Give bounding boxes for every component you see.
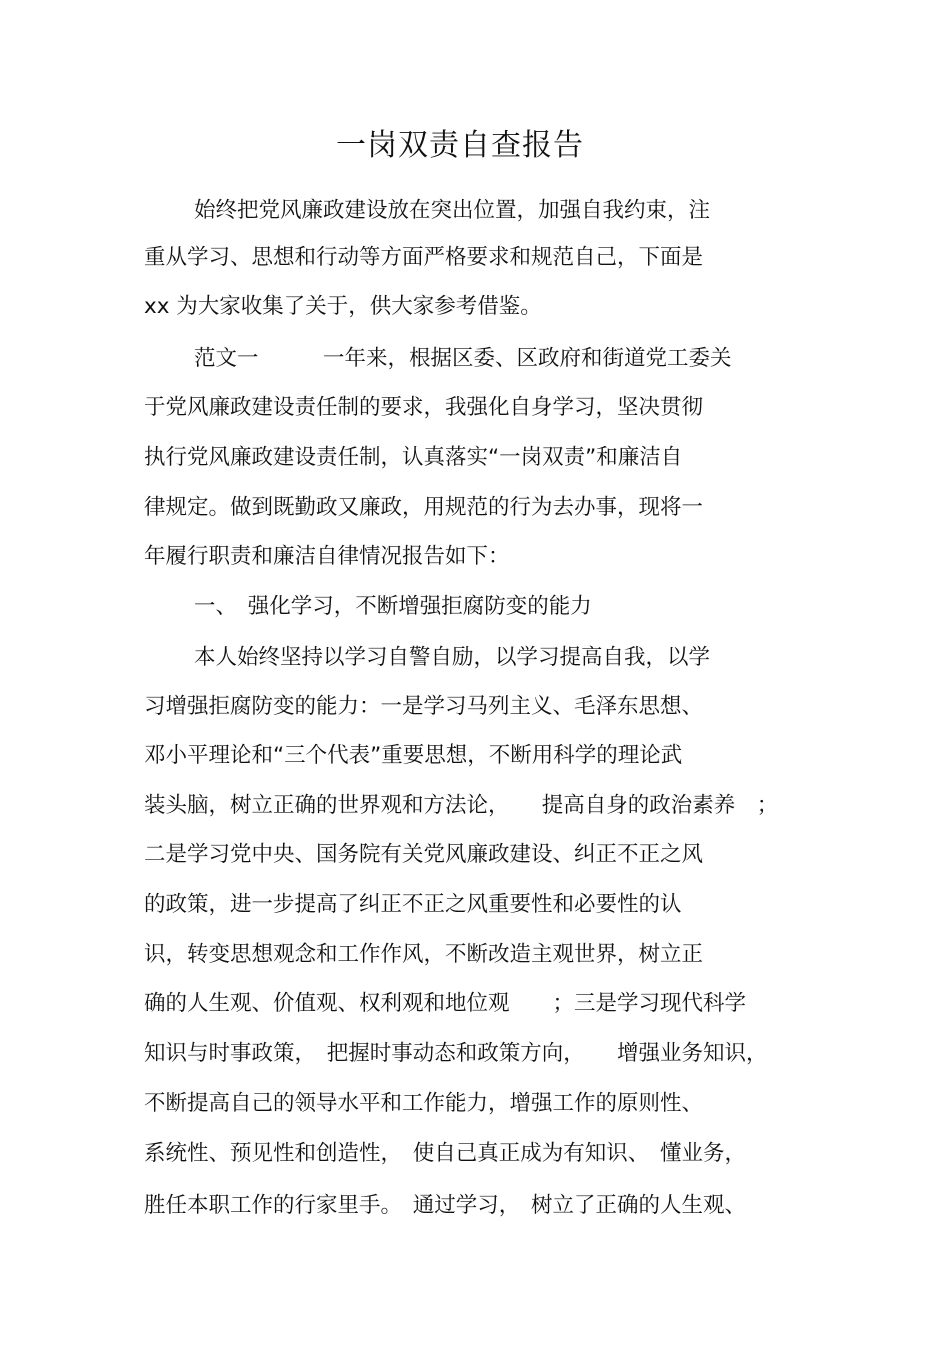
paragraph-line: 重从学习、思想和行动等方面严格要求和规范自己，下面是 (144, 245, 704, 270)
paragraph-line: 律规定。做到既勤政又廉政，用规范的行为去办事，现将一 (144, 495, 704, 520)
paragraph-line: 本人始终坚持以学习自警自励，以学习提高自我，以学 (194, 645, 711, 670)
paragraph-line: 邓小平理论和“三个代表”重要思想，不断用科学的理论武 (144, 743, 683, 768)
paragraph-line: 系统性、预见性和创造性， 使自己真正成为有知识、 懂业务， (144, 1141, 747, 1166)
paragraph-line: xx 为大家收集了关于，供大家参考借鉴。 (144, 294, 542, 319)
paragraph-line: 装头脑，树立正确的世界观和方法论， 提高自身的政治素养 ； (144, 793, 779, 818)
paragraph-line: 二是学习党中央、国务院有关党风廉政建设、纠正不正之风 (144, 842, 704, 867)
paragraph-line: 于党风廉政建设责任制的要求，我强化自身学习，坚决贯彻 (144, 395, 704, 420)
section-heading: 一、 强化学习，不断增强拒腐防变的能力 (194, 594, 592, 619)
paragraph-line: 知识与时事政策， 把握时事动态和政策方向， 增强业务知识， (144, 1041, 768, 1066)
paragraph-line: 始终把党风廉政建设放在突出位置，加强自我约束，注 (194, 198, 711, 223)
paragraph-line: 范文一 一年来，根据区委、区政府和街道党工委关 (194, 346, 732, 371)
paragraph-line: 胜任本职工作的行家里手。 通过学习， 树立了正确的人生观、 (144, 1193, 747, 1218)
paragraph-line: 习增强拒腐防变的能力：一是学习马列主义、毛泽东思想、 (144, 694, 704, 719)
paragraph-line: 不断提高自己的领导水平和工作能力，增强工作的原则性、 (144, 1091, 704, 1116)
paragraph-line: 年履行职责和廉洁自律情况报告如下： (144, 544, 510, 569)
paragraph-line: 执行党风廉政建设责任制，认真落实“一岗双责”和廉洁自 (144, 445, 683, 470)
document-title: 一岗双责自查报告 (336, 128, 584, 163)
paragraph-line: 确的人生观、价值观、权利观和地位观 ；三是学习现代科学 (144, 991, 747, 1016)
paragraph-line: 识，转变思想观念和工作作风，不断改造主观世界，树立正 (144, 942, 704, 967)
paragraph-line: 的政策，进一步提高了纠正不正之风重要性和必要性的认 (144, 892, 682, 917)
